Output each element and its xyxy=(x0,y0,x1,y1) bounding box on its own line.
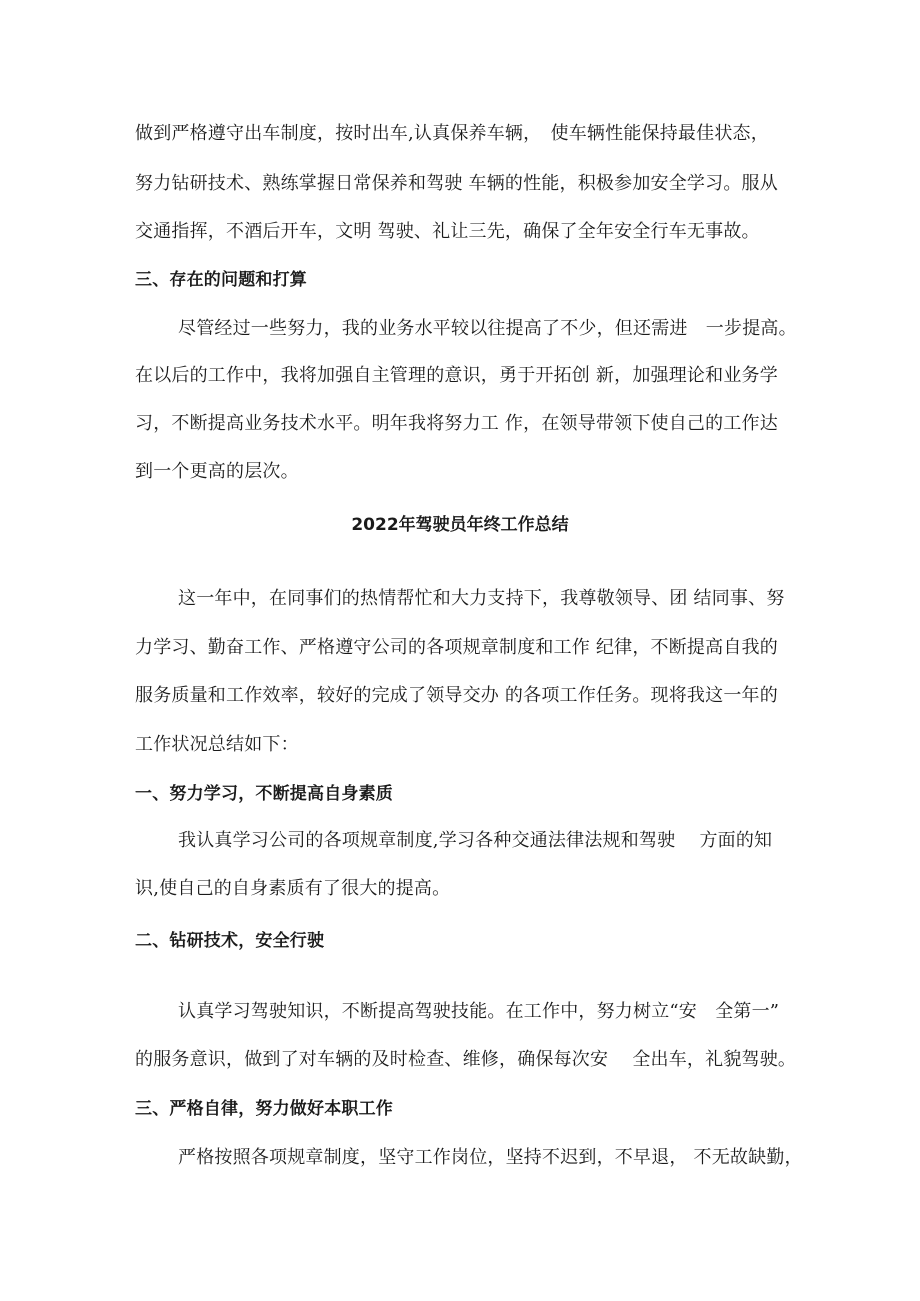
paragraph-line: 在以后的工作中，我将加强自主管理的意识，勇于开拓创 新，加强理论和业务学 xyxy=(135,365,778,386)
document-title: 2022年驾驶员年终工作总结 xyxy=(351,515,569,535)
paragraph-line: 努力钻研技术、熟练掌握日常保养和驾驶 车辆的性能，积极参加安全学习。服从 xyxy=(135,173,778,194)
section-heading: 三、严格自律，努力做好本职工作 xyxy=(135,1099,393,1119)
section-heading: 二、钻研技术，安全行驶 xyxy=(135,931,325,951)
section-heading: 一、努力学习，不断提高自身素质 xyxy=(135,784,393,804)
paragraph-line: 的服务意识，做到了对车辆的及时检查、维修，确保每次安 全出车，礼貌驾驶。 xyxy=(135,1049,797,1070)
paragraph-line: 到一个更高的层次。 xyxy=(135,461,299,482)
paragraph-line: 这一年中，在同事们的热情帮忙和大力支持下，我尊敬领导、团 结同事、努 xyxy=(178,588,785,609)
paragraph-line: 力学习、勤奋工作、严格遵守公司的各项规章制度和工作 纪律，不断提高自我的 xyxy=(135,637,778,658)
paragraph-line: 服务质量和工作效率，较好的完成了领导交办 的各项工作任务。现将我这一年的 xyxy=(135,685,778,706)
paragraph-line: 严格按照各项规章制度，坚守工作岗位，坚持不迟到，不早退， 不无故缺勤， xyxy=(178,1147,803,1168)
paragraph-line: 尽管经过一些努力，我的业务水平较以往提高了不少，但还需进 一步提高。 xyxy=(178,318,797,339)
paragraph-line: 认真学习驾驶知识，不断提高驾驶技能。在工作中，努力树立“安 全第一” xyxy=(178,1001,780,1022)
paragraph-line: 习，不断提高业务技术水平。明年我将努力工 作，在领导带领下使自己的工作达 xyxy=(135,413,778,434)
paragraph-line: 我认真学习公司的各项规章制度,学习各种交通法律法规和驾驶 方面的知 xyxy=(178,830,773,851)
section-heading: 三、存在的问题和打算 xyxy=(135,270,307,290)
paragraph-line: 交通指挥，不酒后开车，文明 驾驶、礼让三先，确保了全年安全行车无事故。 xyxy=(135,221,760,242)
paragraph-line: 做到严格遵守出车制度，按时出车,认真保养车辆， 使车辆性能保持最佳状态， xyxy=(135,123,769,144)
paragraph-line: 识,使自己的自身素质有了很大的提高。 xyxy=(135,878,451,899)
paragraph-line: 工作状况总结如下： xyxy=(135,734,299,755)
